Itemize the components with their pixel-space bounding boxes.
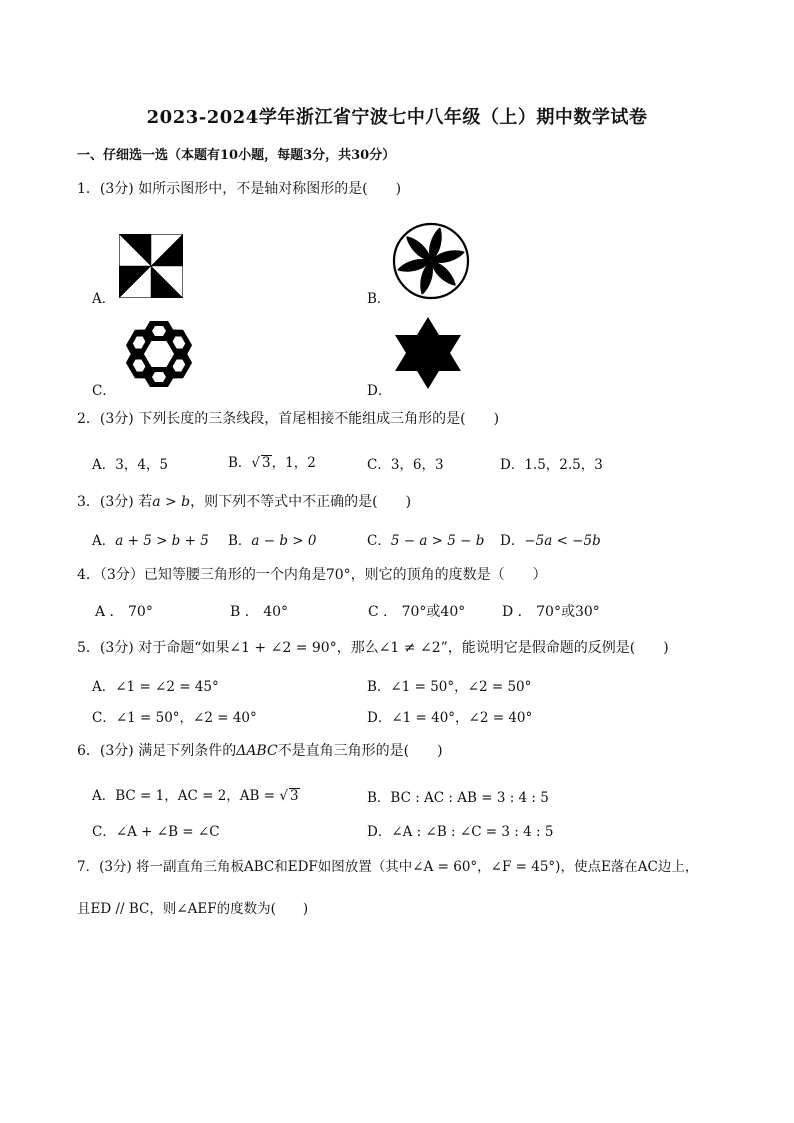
q3-text-pre: 3．(3分) 若 xyxy=(77,494,153,510)
question-3 xyxy=(77,491,411,511)
six-pointed-star-figure xyxy=(393,316,463,390)
q5-option-b: B．∠1 = 50°，∠2 = 50° xyxy=(367,679,532,695)
question-5: 5．(3分) 对于命题“如果∠1 + ∠2 = 90°，那么∠1 ≠ ∠2”，能说明它是假命题的反例是( ) xyxy=(77,640,669,656)
q2-option-b-radicand: 3 xyxy=(262,455,271,471)
q6-text-pre: 6．(3分) 满足下列条件的 xyxy=(77,743,237,759)
section-heading: 一、仔细选一选（本题有10小题，每题3分，共30分） xyxy=(77,148,396,163)
question-4: 4．（3分）已知等腰三角形的一个内角是70°，则它的顶角的度数是（ ） xyxy=(77,567,547,583)
q6-triangle: ΔABC xyxy=(236,743,278,759)
q6-option-c: C．∠A + ∠B = ∠C xyxy=(92,824,220,840)
q1-option-a-label: A． xyxy=(92,291,116,307)
question-2: 2．(3分) 下列长度的三条线段，首尾相接不能组成三角形的是( ) xyxy=(77,411,500,427)
q3-option-d xyxy=(500,529,601,549)
q6-option-a-prefix: A．BC = 1，AC = 2，AB = xyxy=(92,788,280,804)
q2-option-a: A．3，4，5 xyxy=(92,457,169,473)
q3-option-d-label: D． xyxy=(500,533,525,549)
q6-option-d: D．∠A : ∠B : ∠C = 3 : 4 : 5 xyxy=(367,824,554,840)
q1-option-b-label: B． xyxy=(367,291,391,307)
q4-option-c: C ． 70°或40° xyxy=(368,604,466,620)
q2-option-c: C．3，6，3 xyxy=(367,457,444,473)
q5-option-d: D．∠1 = 40°，∠2 = 40° xyxy=(367,710,533,726)
hexagon-ring-figure xyxy=(118,316,200,392)
q6-option-b: B．BC : AC : AB = 3 : 4 : 5 xyxy=(367,790,549,806)
sqrt-sign: √ xyxy=(279,788,288,804)
q3-option-c-label: C． xyxy=(367,533,391,549)
q1-option-d-label: D． xyxy=(367,383,392,399)
q3-option-a xyxy=(92,529,209,549)
sqrt-sign: √ xyxy=(251,455,261,471)
question-6 xyxy=(77,740,443,760)
q2-option-d: D．1.5，2.5，3 xyxy=(500,457,603,473)
q1-option-c-label: C． xyxy=(92,383,116,399)
q3-option-a-expr: a + 5 > b + 5 xyxy=(115,533,209,549)
flower-circle-figure xyxy=(392,222,470,300)
q4-option-b: B ． 40° xyxy=(230,604,289,620)
q2-option-b xyxy=(228,451,316,471)
pinwheel-figure xyxy=(119,234,183,298)
q3-option-c-expr: 5 − a > 5 − b xyxy=(390,533,485,549)
q3-condition: a > b xyxy=(152,494,191,510)
q3-option-d-expr: −5a < −5b xyxy=(524,533,601,549)
q3-option-a-label: A． xyxy=(92,533,116,549)
q6-option-a xyxy=(92,784,300,804)
q5-option-a: A．∠1 = ∠2 = 45° xyxy=(92,679,219,695)
q3-option-b xyxy=(228,529,317,549)
q6-text-post: 不是直角三角形的是( ) xyxy=(277,743,443,759)
q2-option-b-prefix: B． xyxy=(228,455,252,471)
q3-option-b-label: B． xyxy=(228,533,252,549)
q4-option-a: A ． 70° xyxy=(95,604,153,620)
q3-option-c xyxy=(367,529,484,549)
question-7-line-1: 7．(3分) 将一副直角三角板ABC和EDF如图放置（其中∠A = 60°，∠F = 45°)，使点E落在AC边上， xyxy=(77,859,699,875)
q3-text-post: ，则下列不等式中不正确的是( ) xyxy=(190,494,412,510)
question-7-line-2: 且ED // BC，则∠AEF的度数为( ) xyxy=(77,901,309,917)
question-1: 1．(3分) 如所示图形中，不是轴对称图形的是( ) xyxy=(77,181,402,197)
q2-option-b-suffix: ，1，2 xyxy=(271,455,316,471)
q3-option-b-expr: a − b > 0 xyxy=(251,533,317,549)
page-title: 2023-2024学年浙江省宁波七中八年级（上）期中数学试卷 xyxy=(146,107,648,128)
q5-option-c: C．∠1 = 50°，∠2 = 40° xyxy=(92,710,257,726)
q4-option-d: D ． 70°或30° xyxy=(502,604,600,620)
q6-option-a-radicand: 3 xyxy=(289,788,299,804)
